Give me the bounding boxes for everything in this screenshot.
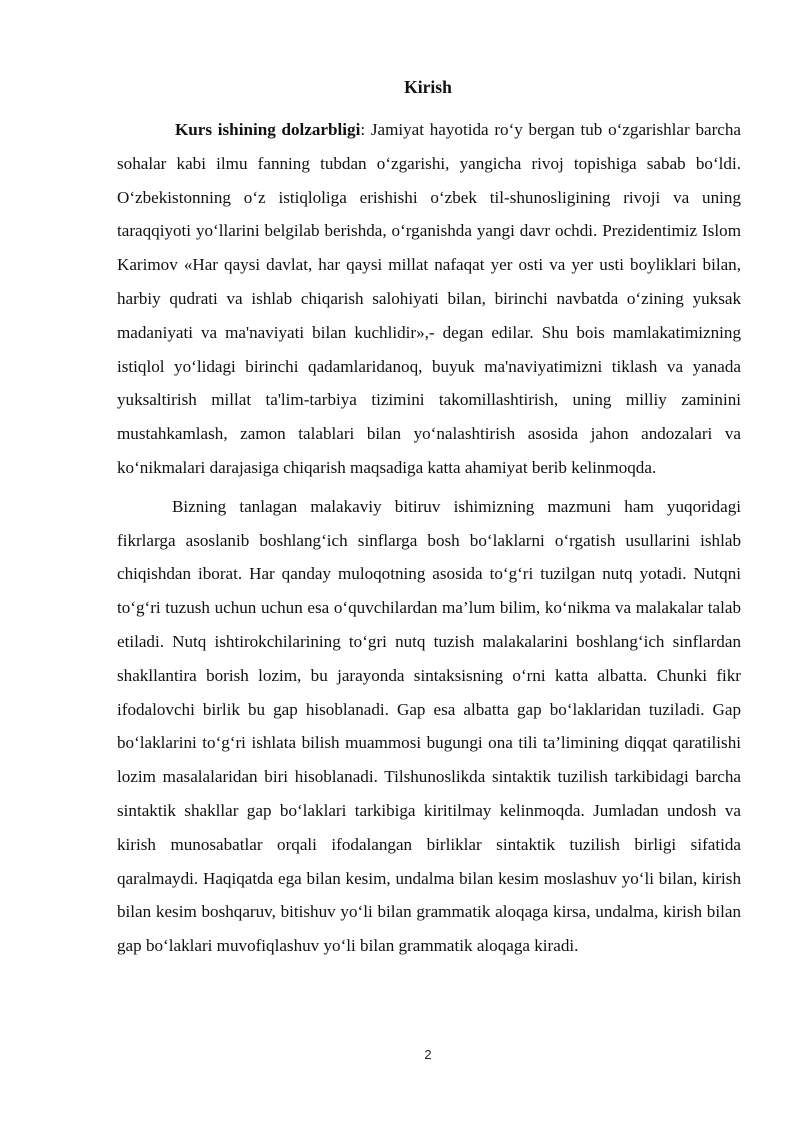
paragraph-relevance [117, 113, 741, 485]
page-title: Kirish [404, 77, 452, 97]
paragraph-purpose-text: Bizning tanlagan malakaviy bitiruv ishimizning mazmuni ham yuqoridagi fikrlarga asoslanib boshlang‘ich sinflarga bosh bo‘laklarni o‘rgatish usullarini ishlab chiqishdan iborat. Har qanday muloqotning asosida to‘g‘ri tuzilgan nutq yotadi. Nutqni to‘g‘ri tuzush uchun uchun esa o‘quvchilardan ma’lum bilim, ko‘nikma va malakalar talab etiladi. Nutq ishtirokchilarining to‘gri nutq tuzish malakalarini boshlang‘ich sinflardan shakllantira borish lozim, bu jarayonda sintaksisning o‘rni katta albatta. Chunki fikr ifodalovchi birlik bu gap hisoblanadi. Gap esa albatta gap bo‘laklaridan tuziladi. Gap bo‘laklarini to‘g‘ri ishlata bilish muammosi bugungi ona tili ta’limining diqqat qaratilishi lozim masalalaridan biri hisoblanadi. Tilshunoslikda sintaktik tuzilish tarkibidagi barcha sintaktik shakllar gap bo‘laklari tarkibiga kiritilmay kelinmoqda. Jumladan undosh va kirish munosabatlar orqali ifodalangan birliklar sintaktik tuzilish birligi sifatida qaralmaydi. Haqiqatda ega bilan kesim, undalma bilan kesim moslashuv yo‘li bilan, kirish bilan kesim boshqaruv, bitishuv yo‘li bilan grammatik aloqaga kirsa, undalma, kirish bilan gap bo‘laklari muvofiqlashuv yo‘li bilan grammatik aloqaga kiradi. [117, 496, 741, 956]
document-body [117, 113, 741, 963]
paragraph-purpose [117, 490, 741, 963]
relevance-heading: Kurs ishining dolzarbligi [175, 120, 361, 139]
heading-colon: : [360, 120, 371, 139]
paragraph-relevance-text: Jamiyat hayotida ro‘y bergan tub o‘zgarishlar barcha sohalar kabi ilmu fanning tubdan o‘zgarishi, yangicha rivoj topishiga sabab bo‘ldi. O‘zbekistonning o‘z istiqloliga erishishi o‘zbek til-shunosligining rivoji va uning taraqqiyoti yo‘llarini belgilab berishda, o‘rganishda yangi davr ochdi. Prezidentimiz Islom Karimov «Har qaysi davlat, har qaysi millat nafaqat yer osti va yer usti boyliklari bilan, harbiy qudrati va ishlab chiqarish salohiyati bilan, birinchi navbatda o‘zining yuksak madaniyati va ma'naviyati bilan kuchlidir»,- degan edilar. Shu bois mamlakatimizning istiqlol yo‘lidagi birinchi qadamlaridanoq, buyuk ma'naviyatimizni tiklash va yanada yuksaltirish millat ta'lim-tarbiya tizimini takomillashtirish, uning milliy zaminini mustahkamlash, zamon talablari bilan yo‘nalashtirish asosida jahon andozalari va ko‘nikmalari darajasiga chiqarish maqsadiga katta ahamiyat berib kelinmoqda. [117, 120, 741, 477]
page-number: 2 [424, 1047, 432, 1062]
